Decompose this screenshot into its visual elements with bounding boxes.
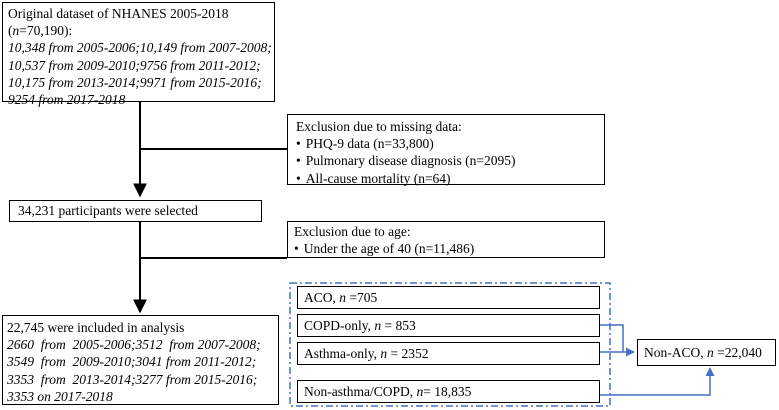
exclusion-missing-item: • PHQ-9 data (n=33,800) — [296, 135, 596, 152]
exclusion-missing-item: • Pulmonary disease diagnosis (n=2095) — [296, 152, 596, 169]
exclusion-missing-title: Exclusion due to missing data: — [296, 119, 462, 134]
aco-text: ACO, n =705 — [304, 290, 378, 305]
copd-only-box — [297, 314, 600, 337]
non-aco-box — [637, 339, 776, 366]
connector-copd-asthma — [600, 325, 623, 352]
selected-text: 34,231 participants were selected — [18, 203, 198, 218]
included-detail-1: 2660 from 2005-2006;3512 from 2007-2008; — [7, 337, 261, 353]
included-title: 22,745 were included in analysis — [7, 320, 185, 335]
exclusion-missing-box — [287, 114, 605, 185]
exclusion-age-box — [287, 221, 605, 258]
original-dataset-detail-2: 10,537 from 2009-2010;9756 from 2011-2012; — [8, 57, 261, 73]
aco-box — [297, 286, 600, 309]
original-dataset-detail-4: 9254 from 2017-2018 — [8, 92, 126, 108]
original-dataset-title: Original dataset of NHANES 2005-2018 — [8, 6, 229, 21]
original-dataset-box — [2, 2, 275, 108]
non-aco-text: Non-ACO, n =22,040 — [644, 345, 762, 360]
included-detail-2: 3549 from 2009-2010;3041 from 2011-2012; — [7, 354, 257, 370]
asthma-only-box — [297, 342, 600, 365]
included-detail-4: 3353 on 2017-2018 — [7, 388, 113, 404]
original-dataset-detail-3: 10,175 from 2013-2014;9971 from 2015-2016; — [8, 74, 262, 90]
exclusion-age-item: • Under the age of 40 (n=11,486) — [294, 240, 598, 257]
asthma-only-text: Asthma-only, n = 2352 — [304, 346, 429, 361]
non-asthma-copd-box — [297, 380, 600, 403]
original-dataset-count: (n=70,190): — [8, 23, 73, 39]
included-box — [2, 315, 279, 405]
selected-box — [9, 200, 262, 222]
exclusion-missing-item: • All-cause mortality (n=64) — [296, 170, 596, 187]
arrow-non-asthma-to-non-aco — [600, 368, 710, 395]
exclusion-age-title: Exclusion due to age: — [294, 224, 411, 239]
copd-only-text: COPD-only, n = 853 — [304, 318, 416, 333]
original-dataset-detail-1: 10,348 from 2005-2006;10,149 from 2007-2008; — [8, 40, 272, 56]
non-asthma-copd-text: Non-asthma/COPD, n= 18,835 — [304, 384, 472, 399]
included-detail-3: 3353 from 2013-2014;3277 from 2015-2016; — [7, 371, 258, 387]
